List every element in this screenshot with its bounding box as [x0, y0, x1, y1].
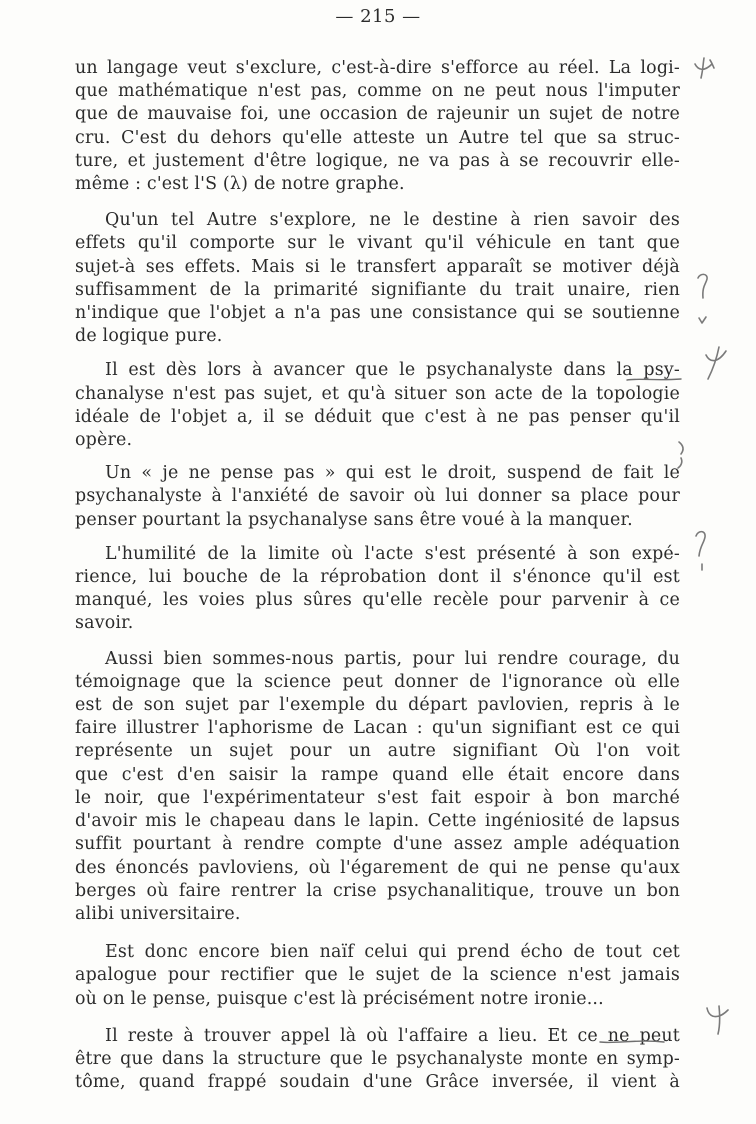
text-line: représente un sujet pour un autre signifiant Où l'on voit	[75, 741, 680, 762]
text-line: Un « je ne pense pas » qui est le droit, suspend de fait le	[105, 463, 680, 484]
handwritten-underline	[625, 376, 685, 384]
text-line: chanalyse n'est pas sujet, et qu'à situer son acte de la topologie	[75, 383, 680, 404]
paragraph-1	[75, 57, 680, 196]
text-line: alibi universitaire.	[75, 903, 241, 924]
text-line: tôme, quand frappé soudain d'une Grâce inversée, il vient à	[75, 1072, 680, 1093]
handwritten-question-mark	[694, 272, 712, 306]
handwritten-underline	[598, 1038, 668, 1046]
text-line: manqué, les voies plus sûres qu'elle recèle pour parvenir à ce	[75, 590, 680, 611]
text-line: que de mauvaise foi, une occasion de rajeunir un sujet de notre	[75, 104, 680, 125]
text-line: idéale de l'objet a, il se déduit que c'est à ne pas penser qu'il	[75, 406, 680, 427]
text-line: berges où faire rentrer la crise psychanalitique, trouve un bon	[75, 880, 680, 901]
handwritten-psi-mark	[702, 345, 730, 385]
text-line: d'avoir mis le chapeau dans le lapin. Cette ingéniosité de lapsus	[75, 811, 680, 832]
handwritten-check-mark	[698, 310, 708, 329]
text-line: psychanalyste à l'anxiété de savoir où lui donner sa place pour	[75, 486, 680, 507]
text-line: cru. C'est du dehors qu'elle atteste un Autre tel que sa struc-	[75, 127, 680, 148]
handwritten-psi-mark	[692, 54, 718, 84]
text-line: des énoncés pavloviens, où l'égarement de qui ne pense qu'aux	[75, 857, 680, 878]
text-line: rience, lui bouche de la réprobation dont il s'énonce qu'il est	[75, 567, 680, 588]
text-line: suffisamment de la primarité signifiante du trait unaire, rien	[75, 279, 680, 300]
text-line: de logique pure.	[75, 326, 223, 347]
paragraph-7	[75, 941, 680, 1011]
text-line: Aussi bien sommes-nous partis, pour lui rendre courage, du	[105, 648, 680, 669]
text-line: un langage veut s'exclure, c'est-à-dire s'efforce au réel. La logi-	[75, 58, 680, 78]
handwritten-bracket-mark	[676, 440, 688, 474]
paragraph-2	[75, 209, 680, 348]
paragraph-6	[75, 648, 680, 926]
paragraph-5	[75, 543, 680, 636]
text-line: le noir, que l'expérimentateur s'est fait espoir à bon marché	[75, 787, 680, 808]
text-line: est de son sujet par l'exemple du départ pavlovien, repris à le	[75, 695, 680, 716]
margin-annotations	[680, 0, 756, 1124]
text-line: penser pourtant la psychanalyse sans être voué à la manquer.	[75, 509, 633, 530]
text-line: n'indique que l'objet a n'a pas une consistance qui se soutienne	[75, 303, 680, 324]
text-line: Qu'un tel Autre s'explore, ne le destine à rien savoir des	[105, 210, 680, 231]
text-line: ture, et justement d'être logique, ne va pas à se recouvrir elle-	[75, 150, 680, 171]
text-line: faire illustrer l'aphorisme de Lacan : qu'un signifiant est ce qui	[75, 718, 680, 739]
paragraph-4	[75, 462, 680, 532]
body-text	[75, 57, 680, 1094]
text-line: savoir.	[75, 613, 134, 634]
text-line: où on le pense, puisque c'est là précisément notre ironie...	[75, 988, 604, 1009]
text-line: même : c'est l'S (λ) de notre graphe.	[75, 174, 405, 195]
text-line: être que dans la structure que le psychanalyste monte en symp-	[75, 1048, 680, 1069]
text-line: Il reste à trouver appel là où l'affaire a lieu. Et ce ne peut	[105, 1025, 680, 1046]
text-line: suffit pourtant à rendre compte d'une assez ample adéquation	[75, 834, 680, 855]
text-line: Il est dès lors à avancer que le psychanalyste dans la psy-	[105, 360, 680, 381]
handwritten-question-mark	[690, 528, 712, 578]
handwritten-psi-mark	[704, 1004, 732, 1040]
text-line: que mathématique n'est pas, comme on ne peut nous l'imputer	[75, 81, 680, 102]
text-line: L'humilité de la limite où l'acte s'est présenté à son expé-	[105, 543, 680, 564]
text-line: Est donc encore bien naïf celui qui prend écho de tout cet	[105, 942, 680, 963]
text-line: effets qu'il comporte sur le vivant qu'il véhicule en tant que	[75, 233, 680, 254]
text-line: sujet-à ses effets. Mais si le transfert apparaît se motiver déjà	[75, 256, 680, 277]
text-line: que c'est d'en saisir la rampe quand elle était encore dans	[75, 764, 680, 785]
page-number: — 215 —	[335, 6, 421, 27]
paragraph-8	[75, 1025, 680, 1095]
text-line: opère.	[75, 430, 133, 451]
paragraph-3	[75, 359, 680, 452]
text-line: apalogue pour rectifier que le sujet de la science n'est jamais	[75, 965, 680, 986]
text-line: témoignage que la science peut donner de l'ignorance où elle	[75, 671, 680, 692]
